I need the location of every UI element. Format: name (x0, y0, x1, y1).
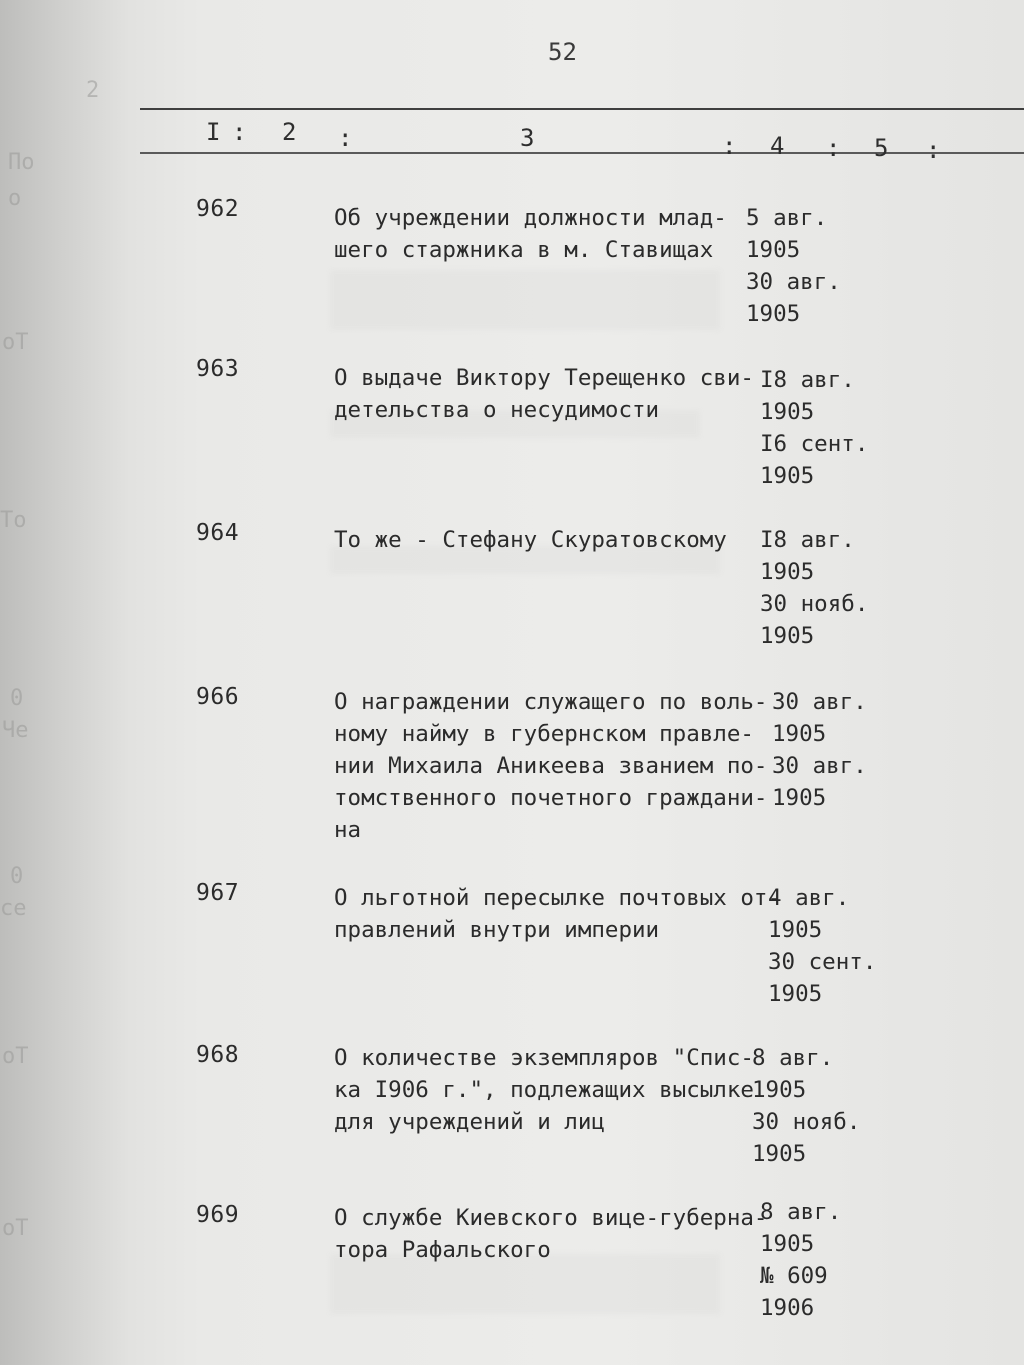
date-start: I8 авг. (760, 527, 855, 553)
header-col-5: 5 (874, 134, 889, 162)
description-line: О награждении служащего по воль- (334, 689, 768, 715)
entry-description (334, 362, 754, 426)
entry-description (334, 1202, 768, 1266)
description-line: детельства о несудимости (334, 397, 660, 423)
date-end: 30 авг. (772, 753, 867, 779)
date-start-year: 1905 (772, 721, 827, 747)
entry-number: 964 (196, 520, 240, 546)
date-end-year: 1906 (760, 1295, 815, 1321)
date-start: 30 авг. (772, 689, 867, 715)
header-separator: : (232, 118, 247, 146)
description-line: О службе Киевского вице-губерна- (334, 1205, 768, 1231)
entry-dates (746, 202, 841, 330)
date-start-year: 1905 (760, 399, 815, 425)
description-line: правлений внутри империи (334, 917, 660, 943)
header-col-2: 2 (282, 118, 297, 146)
date-start-year: 1905 (752, 1077, 807, 1103)
date-start-year: 1905 (746, 237, 801, 263)
gutter-mark: о (8, 186, 22, 211)
date-start-year: 1905 (760, 1231, 815, 1257)
description-line: О количестве экземпляров "Спис- (334, 1045, 754, 1071)
description-line: нии Михаила Аникеева званием по- (334, 753, 768, 779)
entry-dates (772, 686, 867, 814)
date-end-year: 1905 (768, 981, 823, 1007)
entry-dates (752, 1042, 860, 1170)
description-line: ному найму в губернском правле- (334, 721, 754, 747)
date-start: 8 авг. (760, 1199, 842, 1225)
date-end: 30 нояб. (760, 591, 869, 617)
date-start: 5 авг. (746, 205, 828, 231)
bleed-through-smudge (330, 270, 720, 330)
header-separator: : (338, 124, 353, 152)
header-top-rule (140, 108, 1024, 110)
gutter-mark: 2 (86, 78, 100, 103)
entry-number: 968 (196, 1042, 240, 1068)
entry-number: 967 (196, 880, 240, 906)
entry-dates (768, 882, 876, 1010)
entry-dates (760, 364, 868, 492)
header-bottom-rule (140, 152, 1024, 154)
gutter-mark: оТ (2, 330, 29, 355)
entry-dates (760, 524, 868, 652)
date-end-year: 1905 (746, 301, 801, 327)
entry-description (334, 524, 754, 556)
description-line: Об учреждении должности млад- (334, 205, 727, 231)
date-start: 4 авг. (768, 885, 850, 911)
description-line: томственного почетного граждани- (334, 785, 768, 811)
date-end-year: 1905 (760, 463, 815, 489)
entry-description (334, 882, 782, 946)
date-end: 30 сент. (768, 949, 877, 975)
gutter-mark: оТ (2, 1044, 29, 1069)
description-line: шего старжника в м. Ставищах (334, 237, 714, 263)
gutter-mark: 0 (10, 686, 24, 711)
gutter-mark: оТ (2, 1216, 29, 1241)
description-line: тора Рафальского (334, 1237, 551, 1263)
date-end: 30 авг. (746, 269, 841, 295)
entry-number: 966 (196, 684, 240, 710)
page-number: 52 (548, 38, 577, 66)
header-col-4: 4 (770, 132, 785, 160)
entry-dates (760, 1196, 841, 1324)
date-end-year: 1905 (752, 1141, 807, 1167)
date-start: 8 авг. (752, 1045, 834, 1071)
gutter-mark: Че (2, 718, 29, 743)
entry-description (334, 1042, 754, 1138)
gutter-mark: се (0, 896, 27, 921)
description-line: То же - Стефану Скуратовскому (334, 527, 727, 553)
archive-reference: № 609 (760, 1263, 828, 1289)
header-separator: : (926, 136, 941, 164)
date-end: I6 сент. (760, 431, 869, 457)
entry-number: 962 (196, 196, 240, 222)
date-end: 30 нояб. (752, 1109, 861, 1135)
date-start-year: 1905 (768, 917, 823, 943)
entry-description (334, 202, 754, 266)
gutter-mark: 0 (10, 864, 24, 889)
header-separator: : (722, 132, 737, 160)
date-start-year: 1905 (760, 559, 815, 585)
header-col-3: 3 (520, 124, 535, 152)
entry-number: 969 (196, 1202, 240, 1228)
entry-description (334, 686, 768, 846)
gutter-mark: По (8, 150, 35, 175)
header-col-1: I (206, 118, 221, 146)
gutter-mark: То (0, 508, 27, 533)
header-separator: : (826, 134, 841, 162)
description-line: для учреждений и лиц (334, 1109, 605, 1135)
description-line: О льготной пересылке почтовых от- (334, 885, 782, 911)
date-start: I8 авг. (760, 367, 855, 393)
entry-number: 963 (196, 356, 240, 382)
date-end-year: 1905 (772, 785, 827, 811)
date-end-year: 1905 (760, 623, 815, 649)
description-line: О выдаче Виктору Терещенко сви- (334, 365, 754, 391)
description-line: ка I906 г.", подлежащих высылке (334, 1077, 754, 1103)
description-line: на (334, 817, 362, 843)
